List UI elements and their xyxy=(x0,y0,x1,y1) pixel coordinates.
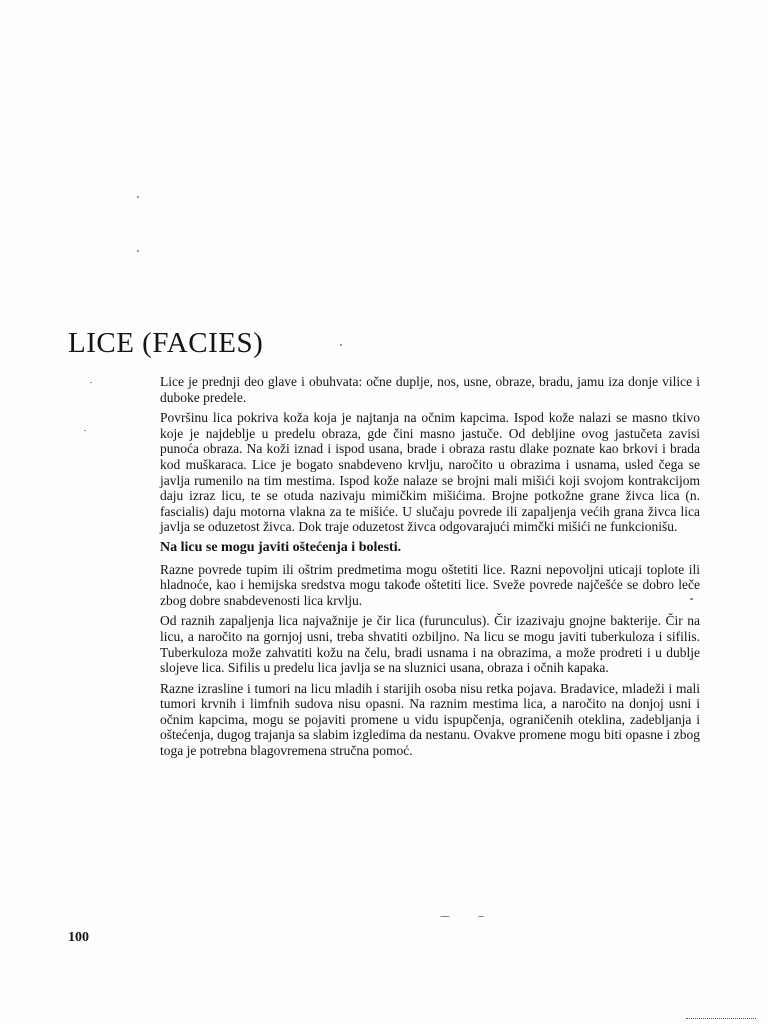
scan-speck xyxy=(137,196,139,198)
scan-speck xyxy=(137,250,139,252)
scan-speck xyxy=(478,916,484,917)
section-subheading: Na licu se mogu javiti oštećenja i bolesti. xyxy=(160,539,402,555)
page-number: 100 xyxy=(68,930,89,945)
scan-speck xyxy=(340,344,342,346)
paragraph-tumors: Razne izrasline i tumori na licu mladih i starijih osoba nisu retka pojava. Bradavice, mladeži i mali tumori krvnih i limfnih sudova nisu opasni. Na raznim mestima lica, a naročito na donjoj usni i očnim kapcima, mogu se pojaviti promene u vidu ispupčenja, ograničenih oteklina, zadebljanja i oštećenja, dugog trajanja sa slabim izgledima da nestanu. Ovakve promene mogu biti opasne i zbog toga je potrebna blagovremena stručna pomoć. xyxy=(160,680,700,759)
chapter-title: LICE (FACIES) xyxy=(68,327,264,359)
body-text xyxy=(160,374,700,764)
scan-speck xyxy=(440,916,450,917)
scan-speck xyxy=(84,430,86,431)
scan-edge-marks xyxy=(686,1018,756,1020)
scan-speck xyxy=(90,382,92,383)
paragraph-injuries: Razne povrede tupim ili oštrim predmetima mogu oštetiti lice. Razni nepovoljni uticaji toplote ili hladnoće, kao i hemijska sredstva mogu takođe oštetiti lice. Sveže povrede najčešće se dobro leče zbog dobre snabdevenosti lica krvlju. xyxy=(160,561,700,608)
paragraph-intro: Lice je prednji deo glave i obuhvata: očne duplje, nos, usne, obraze, bradu, jamu iza donje vilice i duboke predele. xyxy=(160,374,700,405)
paragraph-skin: Površinu lica pokriva koža koja je najtanja na očnim kapcima. Ispod kože nalazi se masno tkivo koje je najdeblje u predelu obraza, gde čini masno jastuče. Od debljine ovog jastučeta zavisi punoća obraza. Na koži iznad i ispod usana, brade i obraza rastu dlake poznate kao brkovi i brada kod muškaraca. Lice je bogato snabdeveno krvlju, naročito u obrazima i usnama, usled čega se javlja rumenilo na tim mestima. Ispod kože nalaze se brojni mali mišići koji svojom kontrakcijom daju izraz licu, te se otuda nazivaju mimičkim mišićima. Brojne potkožne grane živca lica (n. fascialis) daju motorna vlakna za te mišiće. U slučaju povrede ili zapaljenja većih grana živca lica javlja se oduzetost živca. Dok traje oduzetost živca odgovarajući mimčki mišići ne funkcionišu. xyxy=(160,410,700,535)
paragraph-inflammations: Od raznih zapaljenja lica najvažnije je čir lica (furunculus). Čir izazivaju gnojne bakterije. Čir na licu, a naročito na gornjoj usni, treba shvatiti ozbiljno. Na licu se mogu javiti tuberkuloza i sifilis. Tuberkuloza može zahvatiti kožu na čelu, bradi usnama i na obrazima, a može prodreti i u dublje slojeve lica. Sifilis u predelu lica javlja se na sluznici usana, obraza i očnih kapaka. xyxy=(160,613,700,676)
